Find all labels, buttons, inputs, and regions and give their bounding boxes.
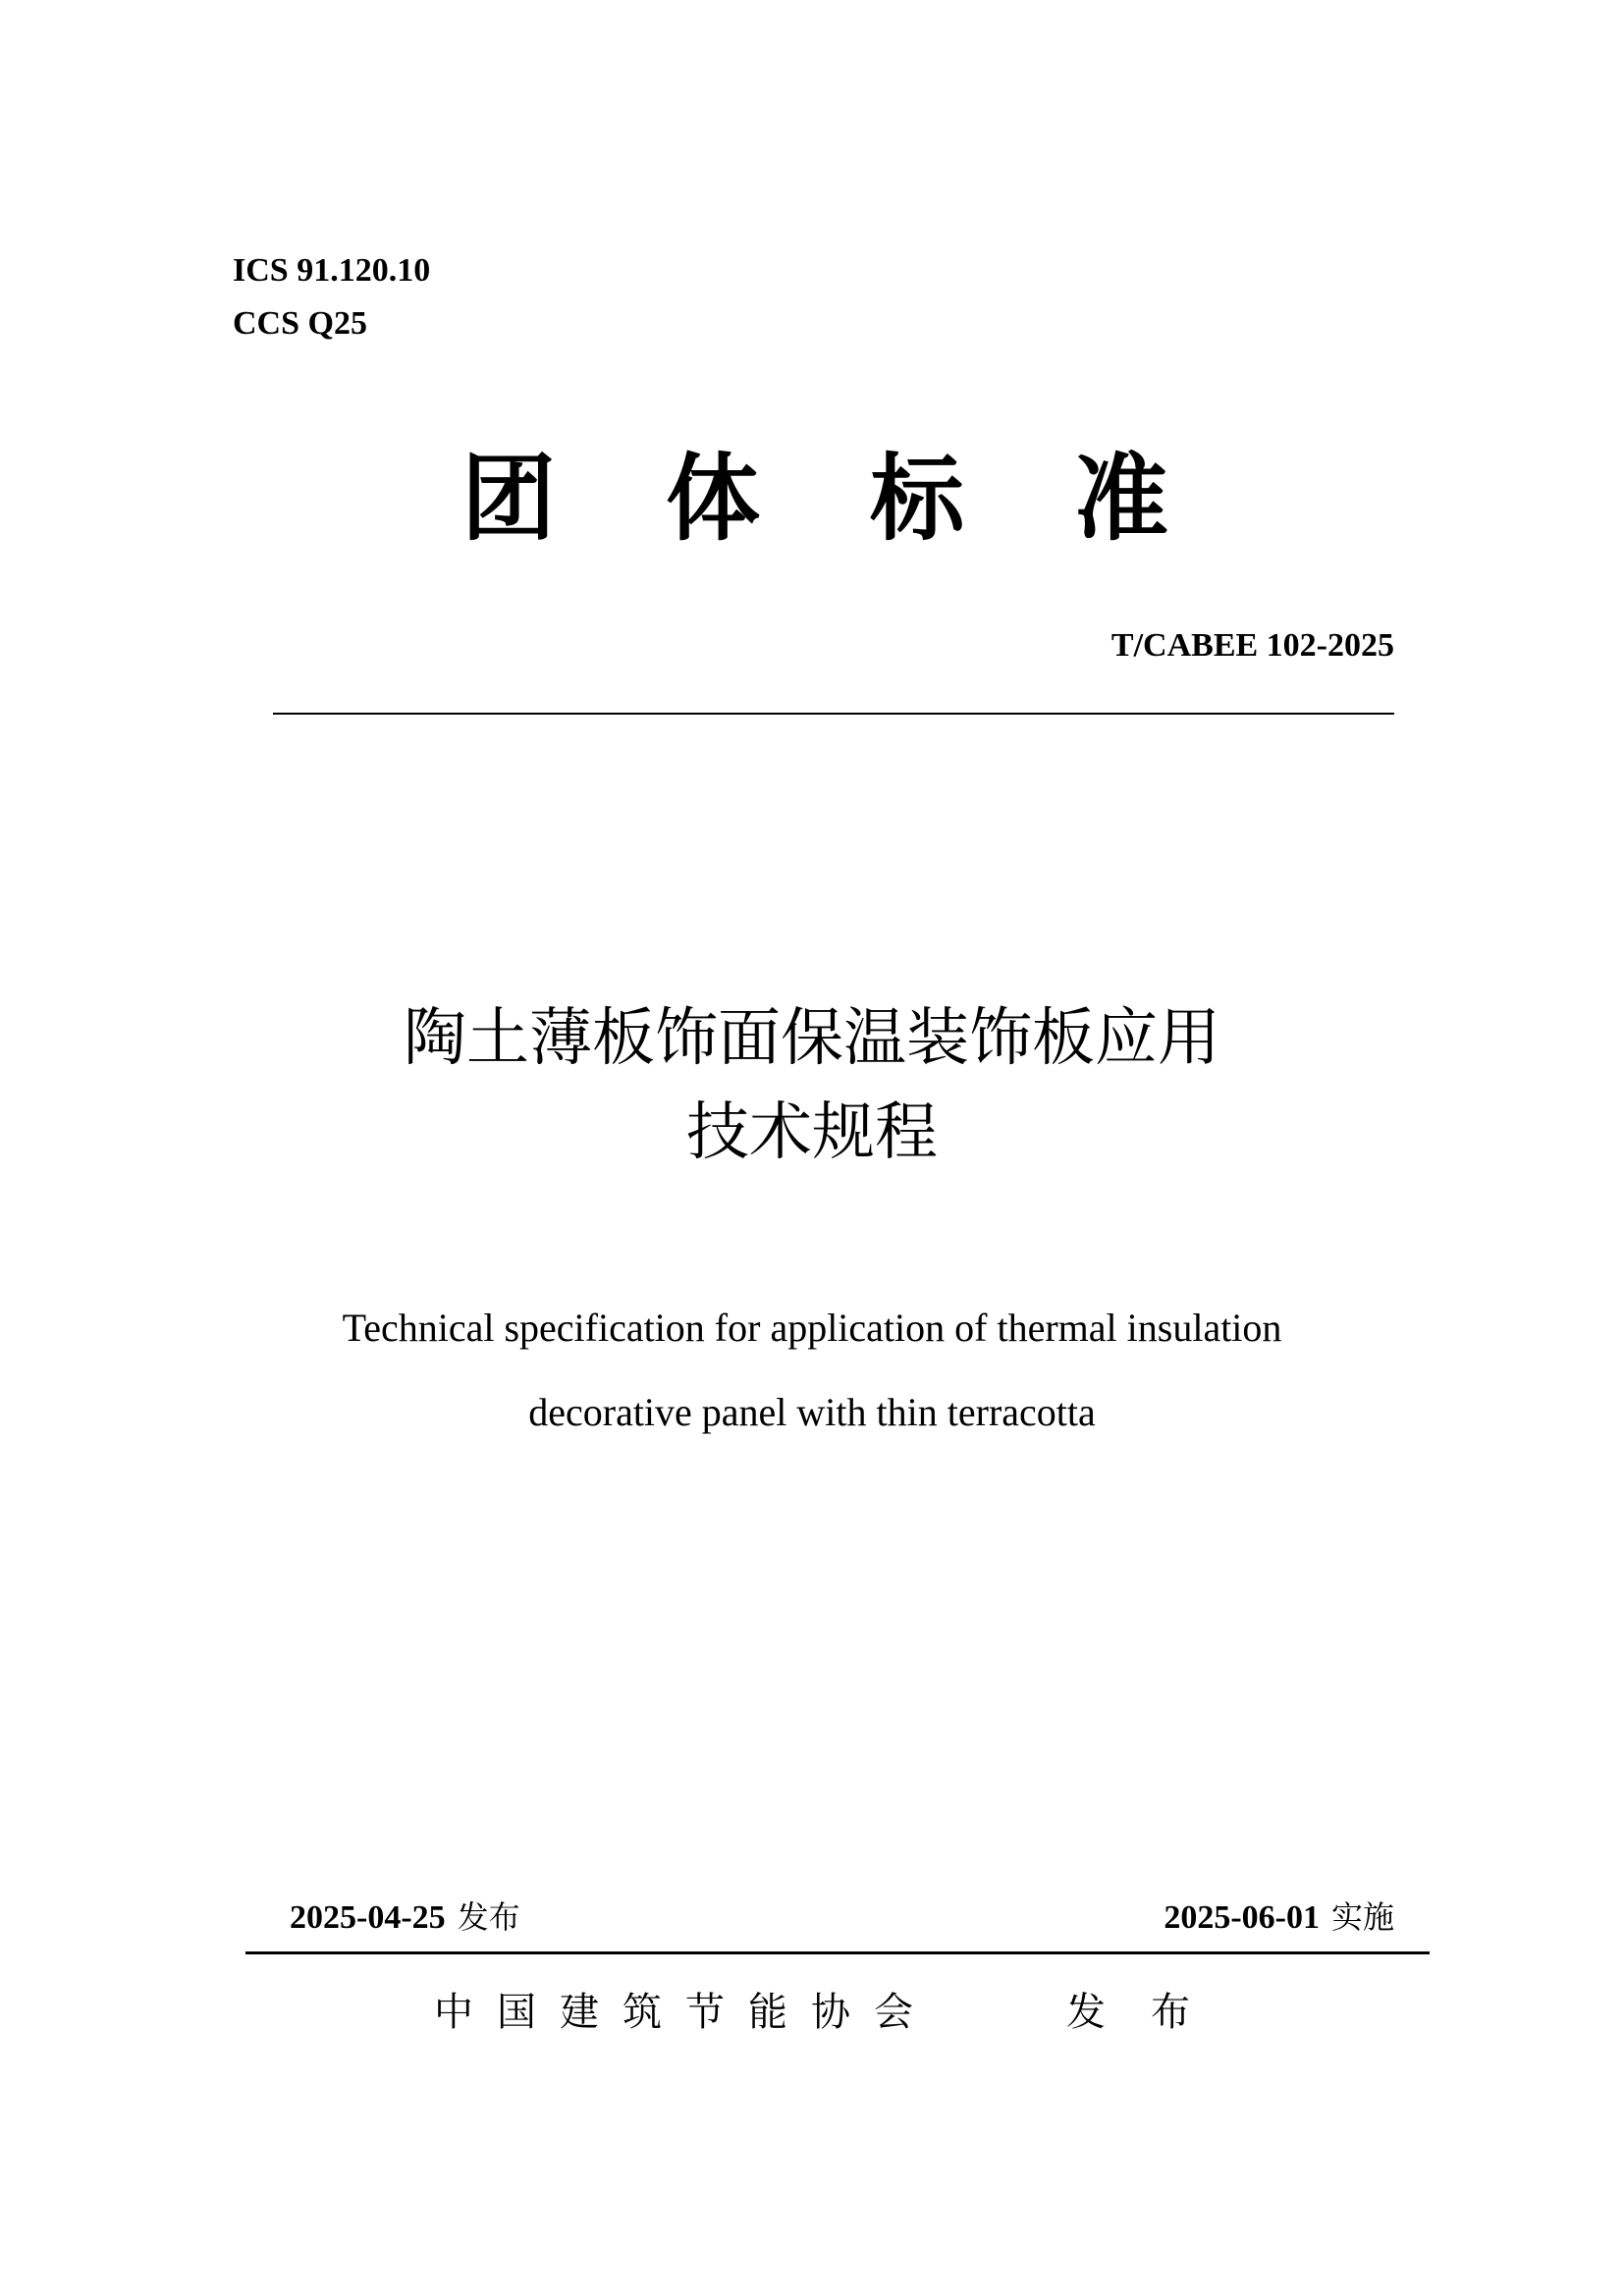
publisher-name: 中国建筑节能协会 (434, 1990, 937, 2035)
english-title (0, 1286, 1624, 1455)
publish-date: 2025-04-25 (290, 1899, 446, 1936)
standard-type-char: 准 (1074, 444, 1168, 554)
chinese-title-line-1: 陶土薄板饰面保温装饰板应用 (404, 1002, 1220, 1075)
bottom-divider (245, 1951, 1430, 1954)
publish-date-block (290, 1897, 520, 1938)
standard-type-char: 团 (461, 444, 556, 554)
effective-date-block (1164, 1897, 1394, 1938)
standard-type-heading (461, 440, 1168, 558)
publish-label: 发布 (457, 1898, 520, 1936)
standard-type-char: 标 (870, 444, 964, 554)
chinese-title (0, 991, 1624, 1180)
standard-number: T/CABEE 102-2025 (1110, 627, 1394, 664)
english-title-line-2: decorative panel with thin terracotta (528, 1390, 1096, 1434)
effective-date: 2025-06-01 (1164, 1899, 1320, 1936)
chinese-title-line-2: 技术规程 (686, 1096, 938, 1169)
publisher-action: 发布 (1066, 1990, 1235, 2035)
ccs-code: CCS Q25 (233, 305, 367, 342)
ics-code: ICS 91.120.10 (233, 252, 431, 289)
top-divider (273, 713, 1394, 715)
english-title-line-1: Technical specification for application of thermal insulation (342, 1306, 1282, 1350)
effective-label: 实施 (1330, 1898, 1394, 1936)
standard-type-char: 体 (666, 444, 760, 554)
